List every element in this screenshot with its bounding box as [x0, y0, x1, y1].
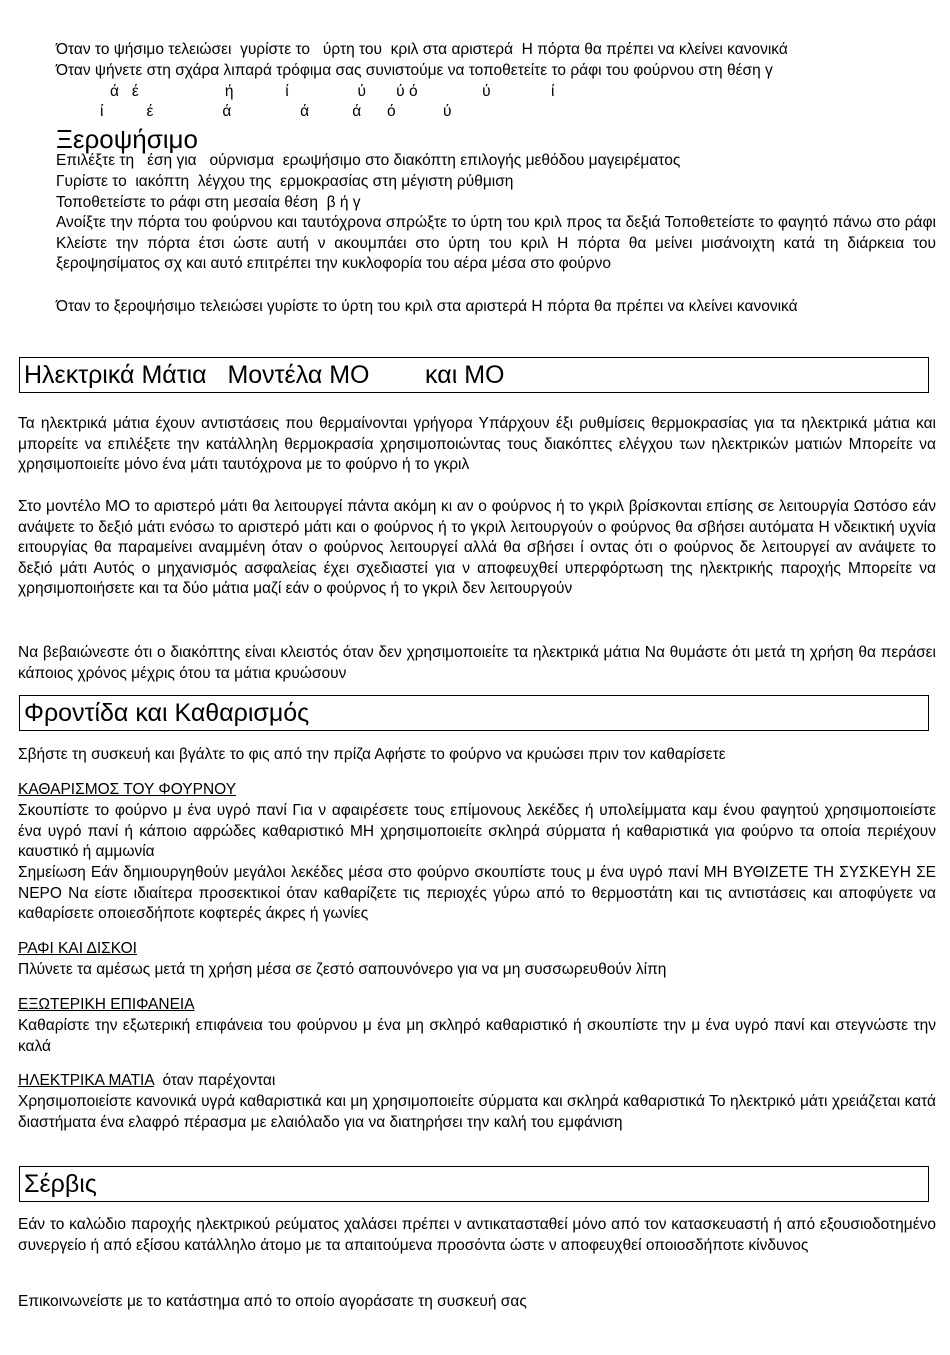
hobs-paragraph-2: Στο μοντέλο ΜΟ το αριστερό μάτι θα λειτουργεί πάντα ακόμη κι αν ο φούρνος ή το γκριλ βρίσκονται επίσης σε λειτουργία Ωστόσο εάν ανάψετε το δεξιό μάτι ενόσω το αριστερό μάτι και ο φούρνος ή το γκριλ λειτουργούν ο φούρνος θα σβήσει αυτόματα Η νδεικτική υχνία ειτουργίας θα παραμείνει αναμμένη όταν ο φούρνος λειτουργεί αλλά θα σβήσει ί οντας ότι ο φούρνος δε λειτουργεί αν ανάψετε το δεξιό μάτι Αυτός ο μηχανισμός ασφαλείας έχει σχεδιαστεί για ν αποφευχθεί υπερφόρτωση της ηλεκτρικής παροχής Μπορείτε να χρησιμοποιήσετε και τα δύο μάτια μαζί εάν ο φούρνος ή το γκριλ δεν λειτουργούν — [18, 498, 936, 597]
shelf-heading-text: ΡΑΦΙ ΚΑΙ ΔΙΣΚΟΙ — [18, 940, 137, 957]
intro-line-1: Όταν το ψήσιμο τελειώσει γυρίστε το ύρτη του κριλ στα αριστερά Η πόρτα θα πρέπει να κλείνει κανονικά — [56, 41, 788, 58]
defrost-heading: Ξεροψήσιμο — [56, 124, 198, 154]
intro-line-4-fragments: ί έ ά ά ά ό ύ — [100, 103, 452, 120]
exterior-heading — [18, 995, 936, 1016]
shelf-paragraph: Πλύνετε τα αμέσως μετά τη χρήση μέσα σε ζεστό σαπουνόνερο για να μη συσσωρευθούν λίπη — [18, 961, 667, 978]
defrost-step-2: Γυρίστε το ιακόπτη λέγχου της ερμοκρασίας στη μέγιστη ρύθμιση — [56, 173, 514, 190]
intro-line-3-fragments: ά έ ή ί ύ ύ ό ύ ί — [110, 83, 555, 100]
care-section-heading: Φροντίδα και Καθαρισμός — [19, 695, 929, 731]
service-paragraph-1: Εάν το καλώδιο παροχής ηλεκτρικού ρεύματος χαλάσει πρέπει ν αντικατασταθεί μόνο από τον κατασκευαστή ή από εξουσιοδοτημένο συνεργείο ή από εξίσου κατάλληλο άτομο με τα απαιτούμενα προσόντα ώστε ν αποφευχθεί οποιοσδήποτε κίνδυνος — [18, 1216, 936, 1254]
defrost-step-1: Επιλέξτε τη έση για ούρνισμα ερωψήσιμο στο διακόπτη επιλογής μεθόδου μαγειρέματος — [56, 152, 681, 169]
hob-cleaning-heading-suffix: όταν παρέχονται — [153, 1072, 276, 1089]
service-paragraph-2: Επικοινωνείστε με το κατάστημα από το οποίο αγοράσατε τη συσκευή σας — [18, 1293, 527, 1310]
defrost-paragraph-2: Όταν το ξεροψήσιμο τελειώσει γυρίστε το ύρτη του κριλ στα αριστερά Η πόρτα θα πρέπει να κλείνει κανονικά — [56, 298, 798, 315]
hob-cleaning-heading-text: ΗΛΕΚΤΡΙΚΑ ΜΑΤΙΑ — [18, 1072, 154, 1089]
shelf-heading — [18, 939, 936, 960]
oven-cleaning-paragraph-1: Σκουπίστε το φούρνο μ ένα υγρό πανί Για ν αφαιρέσετε τους επίμονους λεκέδες ή υπολείμματα καμ ένου φαγητού χρησιμοποιείστε ένα υγρό πανί ή κάποιο αφρώδες καθαριστικό ΜΗ χρησιμοποιείτε σκληρά σύρματα ή καθαριστικά για φούρνο τα οποία περιέχουν καυστικό ή αμμωνία — [18, 802, 936, 860]
defrost-step-3: Τοποθετείστε το ράφι στη μεσαία θέση β ή γ — [56, 194, 361, 211]
care-intro: Σβήστε τη συσκευή και βγάλτε το φις από την πρίζα Αφήστε το φούρνο να κρυώσει πριν τον καθαρίσετε — [18, 746, 726, 763]
hob-cleaning-heading — [18, 1071, 936, 1092]
service-section-heading: Σέρβις — [19, 1166, 929, 1202]
exterior-paragraph: Καθαρίστε την εξωτερική επιφάνεια του φούρνου μ ένα μη σκληρό καθαριστικό ή σκουπίστε την μ ένα υγρό πανί και στεγνώστε την καλά — [18, 1017, 936, 1055]
intro-line-2: Όταν ψήνετε στη σχάρα λιπαρά τρόφιμα σας συνιστούμε να τοποθετείτε το ράφι του φούρνου στη θέση γ — [56, 62, 773, 79]
oven-cleaning-heading — [18, 780, 936, 801]
defrost-paragraph-1: Ανοίξτε την πόρτα του φούρνου και ταυτόχρονα σπρώξτε το ύρτη του κριλ προς τα δεξιά Τοποθετείστε το φαγητό πάνω στο ράφι Κλείστε την πόρτα έτσι ώστε αυτή ν ακουμπάει στο ύρτη του κριλ Η πόρτα θα μείνει μισάνοιχτη κατά τη διάρκεια του ξεροψησίματος σχ και αυτό επιτρέπει την κυκλοφορία του αέρα μέσα στο φούρνο — [56, 214, 936, 272]
oven-cleaning-heading-text: ΚΑΘΑΡΙΣΜΟΣ ΤΟΥ ΦΟΥΡΝΟΥ — [18, 781, 237, 798]
exterior-heading-text: ΕΞΩΤΕΡΙΚΗ ΕΠΙΦΑΝΕΙΑ — [18, 996, 195, 1013]
hobs-paragraph-1: Τα ηλεκτρικά μάτια έχουν αντιστάσεις που θερμαίνονται γρήγορα Υπάρχουν έξι ρυθμίσεις θερμοκρασίας για τα ηλεκτρικά μάτια και μπορείτε να επιλέξετε την κατάλληλη θερμοκρασία χρησιμοποιώντας τους διακόπτες ελέγχου των ηλεκτρικών ματιών Μπορείτε να χρησιμοποιείτε μόνο ένα μάτι ταυτόχρονα με το φούρνο ή το γκριλ — [18, 415, 936, 473]
hobs-paragraph-3: Να βεβαιώνεστε ότι ο διακόπτης είναι κλειστός όταν δεν χρησιμοποιείτε τα ηλεκτρικά μάτια Να θυμάστε ότι μετά τη χρήση θα περάσει κάποιος χρόνος μέχρις ότου τα μάτια κρυώσουν — [18, 644, 936, 682]
hob-cleaning-paragraph: Χρησιμοποιείστε κανονικά υγρά καθαριστικά και μη χρησιμοποιείτε σύρματα και σκληρά καθαριστικά Το ηλεκτρικό μάτι χρειάζεται κατά διαστήματα ένα ελαφρό πέρασμα με ελαιόλαδο για να διατηρήσει την καλή του εμφάνιση — [18, 1093, 936, 1131]
hobs-section-heading: Ηλεκτρικά Μάτια Μοντέλα ΜΟ και ΜΟ — [19, 357, 929, 393]
oven-cleaning-paragraph-2: Σημείωση Εάν δημιουργηθούν μεγάλοι λεκέδες μέσα στο φούρνο σκουπίστε τους μ ένα υγρό πανί ΜΗ ΒΥΘΙΖΕΤΕ ΤΗ ΣΥΣΚΕΥΗ ΣΕ ΝΕΡΟ Να είστε ιδιαίτερα προσεκτικοί όταν καθαρίζετε τις περιοχές γύρω από το θερμοστάτη και τις αντιστάσεις και αποφύγετε να καθαρίσετε οποιεσδήποτε κοφτερές άκρες ή γωνίες — [18, 864, 936, 922]
